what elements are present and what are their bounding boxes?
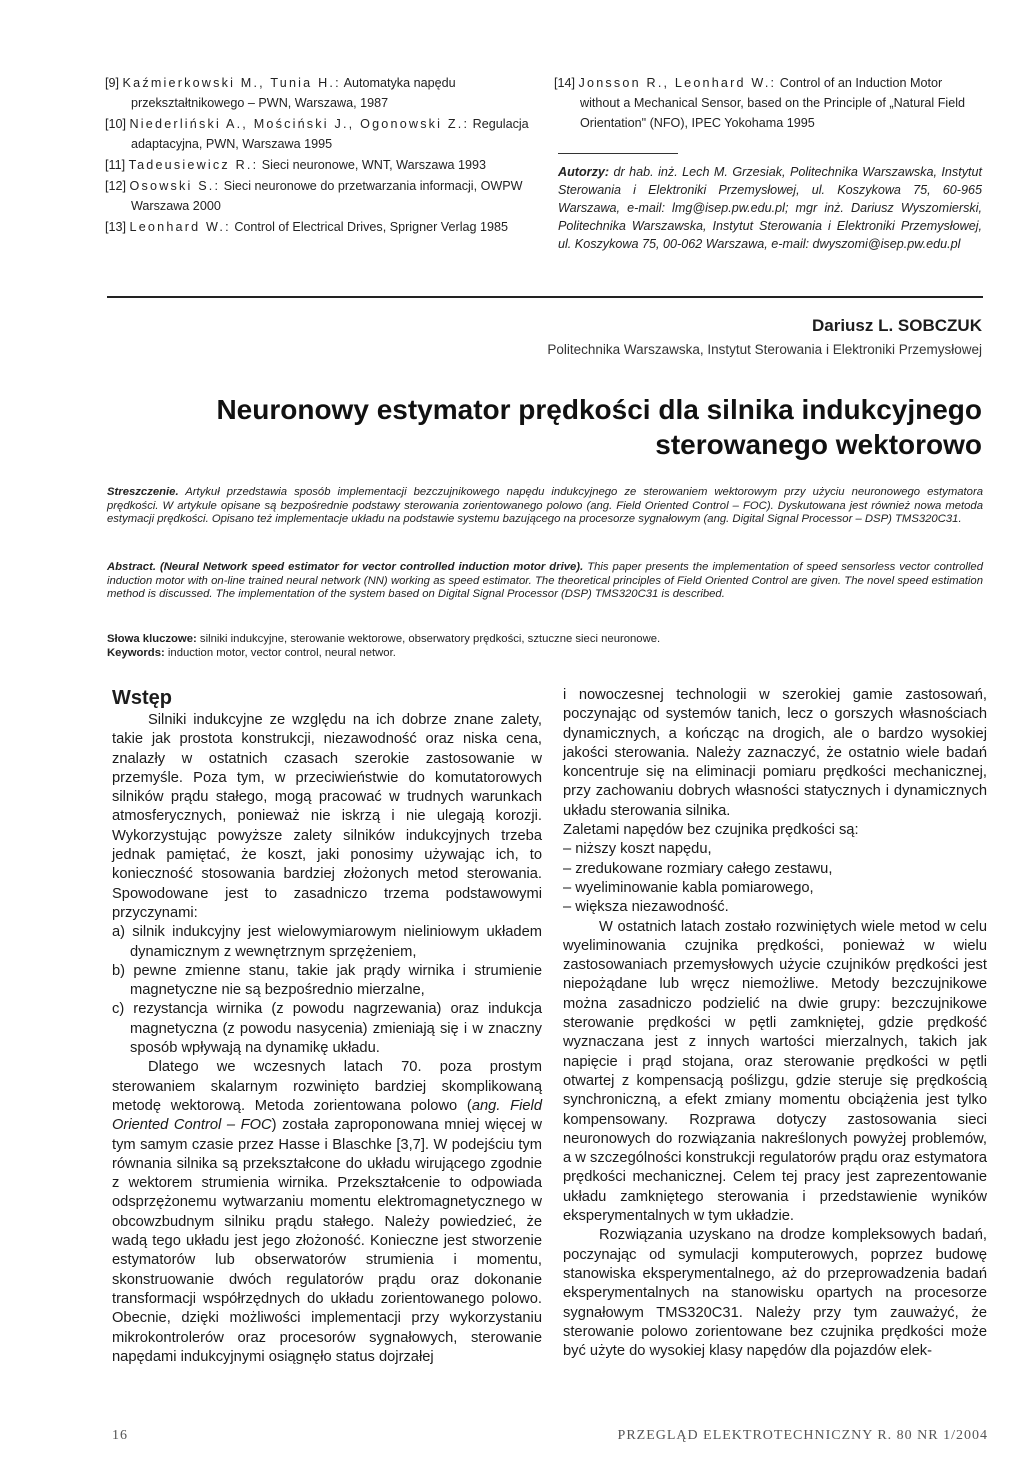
keywords-pl: Słowa kluczowe: silniki indukcyjne, sterowanie wektorowe, obserwatory prędkości, sztuczne sieci neuronowe.	[107, 633, 661, 645]
reference-item: [9] Kaźmierkowski M., Tunia H.: Automatyka napędu przekształtnikowego – PWN, Warszawa, 1987	[105, 76, 456, 110]
authors-note: Autorzy: dr hab. inż. Lech M. Grzesiak, Politechnika Warszawska, Instytut Sterowania i Elektroniki Przemysłowej, ul. Koszykowa 75, 60-965 Warszawa, e-mail: lmg@isep.pw.edu.pl; mgr inż. Dariusz Wyszomierski, Politechnika Warszawska, Instytut Sterowania i Elektroniki Przemysłowej, ul. Koszykowa 75, 00-062 Warszawa, e-mail: dwyszomi@isep.pw.edu.pl	[558, 165, 982, 251]
streszczenie: Streszczenie. Artykuł przedstawia sposób implementacji bezczujnikowego napędu indukcyjnego ze sterowaniem wektorowym przy użyciu neuronowego estymatora prędkości. W artykule opisane są bezpośrednie podstawy sterowania zorientowanego polowo (ang. Field Oriented Control – FOC). Dyskutowana jest również nowa metoda estymacji prędkości. Opisano też implementacje układu na podstawie systemu bazującego na procesorze sygnałowym (ang. Digital Signal Processor – DSP) TMS320C31.	[107, 486, 983, 525]
reference-item: [14] Jonsson R., Leonhard W.: Control of an Induction Motor without a Mechanical Sensor, based on the Principle of „Natural Field Orientation" (NFO), IPEC Yokohama 1995	[554, 76, 966, 130]
list-item: a) silnik indukcyjny jest wielowymiarowym nieliniowym układem dynamicznym z wewnętrznym sprzężeniem,	[112, 924, 542, 960]
paragraph: Silniki indukcyjne ze względu na ich dobrze znane zalety, takie jak prostota konstrukcji, niezawodność oraz niska cena, znalazły w ostatnich czasach szerokie zastosowanie w przemyśle. Poza tym, w przeciwieństwie do komutatorowych silników prądu stałego, mogą pracować w trudnych warunkach atmosferycznych, ponieważ nie iskrzą i nie ulegają korozji. Wykorzystując powyższe zalety silników indukcyjnych trzeba jednak pamiętać, że koszt, jaki ponosimy używając ich, to konieczność stosowania bardziej złożonych metod sterowania. Spowodowane jest to zasadniczo trzema podstawowymi przyczynami:	[112, 712, 542, 921]
abstract: Abstract. (Neural Network speed estimator for vector controlled induction motor drive). This paper presents the implementation of speed sensorless vector controlled induction motor with on-line trained neural network (NN) working as speed estimator. The theoretical principles of Field Oriented Control are given. The novel speed estimation method is discussed. The implementation of the system based on Digital Signal Processor (DSP) TMS320C31 is described.	[107, 561, 983, 600]
references-left	[105, 73, 542, 238]
authors-divider	[558, 153, 678, 154]
section-heading: Wstęp	[112, 687, 172, 709]
article-author: Dariusz L. SOBCZUK	[811, 316, 982, 335]
paragraph: Zaletami napędów bez czujnika prędkości są:	[563, 822, 859, 839]
reference-item: [11] Tadeusiewicz R.: Sieci neuronowe, WNT, Warszawa 1993	[105, 158, 486, 172]
paragraph: W ostatnich latach zostało rozwiniętych wiele metod w celu wyeliminowania czujnika prędkości, ponieważ w wielu zastosowaniach przemysłowych użycie czujników prędkości jest niepożądane lub wręcz niemożliwe. Metody bezczujnikowe można zasadniczo podzielić na dwie grupy: bezczujnikowe sterowanie prędkości w pętli zamkniętej, gdzie prędkość wyznaczana jest z innych wartości mierzalnych, takich jak napięcie i prąd stojana, oraz sterowanie prędkości w pętli otwartej z kompensacją poślizgu, gdzie steruje się prędkością synchroniczną, a efekt zmiany momentu obciążenia jest tylko kompensowany. Rozprawa dotyczy zastosowania sieci neuronowych do rozwiązania nakreślonych powyżej problemów, a w szczególności konstrukcji regulatorów prądu oraz estymatora prędkości mechanicznej. Celem tej pracy jest zaprezentowanie układu zamkniętego sterowania i przedstawienie wyników eksperymentalnych w tym układzie.	[563, 918, 987, 1225]
references-right	[554, 73, 982, 134]
reference-item: [10] Niederliński A., Mościński J., Ogonowski Z.: Regulacja adaptacyjna, PWN, Warszawa 1995	[105, 117, 529, 151]
list-item: – większa niezawodność.	[563, 899, 729, 916]
list-item: c) rezystancja wirnika (z powodu nagrzewania) oraz indukcja magnetyczna (z powodu nasycenia) zmieniają się i w znaczny sposób wpływają na dynamikę układu.	[112, 1001, 542, 1057]
list-item: – wyeliminowanie kabla pomiarowego,	[563, 879, 814, 896]
body-right-column	[563, 686, 987, 1361]
paragraph: Dlatego we wczesnych latach 70. poza prostym sterowaniem skalarnym rozwinięto bardziej skomplikowaną metodę wektorową. Metoda zorientowana polowo (ang. Field Oriented Control – FOC) została zaproponowana mniej więcej w tym samym czasie przez Hasse i Blaschke [3,7]. W podejściu tym równania silnika są przekształcone do układu wirującego zgodnie z wektorem strumienia wirnika. Przekształcenie to odpowiada odsprzężonemu wytwarzaniu momentu elektromagnetycznego w obcowzbudnym silniku prądu stałego. Należy powiedzieć, że wadą tego układu jest jego złożoność. Konieczne jest stworzenie estymatorów lub obserwatorów strumienia i momentu, skonstruowanie dwóch regulatorów prądu oraz dokonanie transformacji współrzędnych do układu zorientowanego polowo. Obecnie, dzięki możliwości implementacji przy wykorzystaniu mikrokontrolerów oraz procesorów sygnałowych, sterowanie napędami indukcyjnymi osiągnęło status dojrzałej	[112, 1059, 542, 1365]
journal-footer: PRZEGLĄD ELEKTROTECHNICZNY R. 80 NR 1/2004	[617, 1428, 988, 1443]
header-rule	[107, 296, 983, 298]
reference-item: [13] Leonhard W.: Control of Electrical Drives, Sprigner Verlag 1985	[105, 220, 509, 234]
keywords-en: Keywords: induction motor, vector control, neural networ.	[107, 646, 396, 659]
list-item: – niższy koszt napędu,	[563, 841, 712, 858]
reference-item: [12] Osowski S.: Sieci neuronowe do przetwarzania informacji, OWPW Warszawa 2000	[105, 179, 523, 213]
list-item: b) pewne zmienne stanu, takie jak prądy wirnika i strumienie magnetyczne nie są bezpośrednio mierzalne,	[112, 962, 542, 999]
keywords	[107, 633, 983, 660]
paragraph: Rozwiązania uzyskano na drodze kompleksowych badań, poczynając od symulacji komputerowych, poprzez budowę stanowiska eksperymentalnego, aż do przeprowadzenia badań eksperymentalnych na stanowisku opartych na procesorze sygnałowym TMS320C31. Należy przy tym zauważyć, że sterowanie polowo zorientowane bez czujnika prędkości może być użyte do wysokiej klasy napędów dla pojazdów elek-	[563, 1227, 987, 1360]
page-number: 16	[112, 1428, 128, 1443]
paragraph: i nowoczesnej technologii w szerokiej gamie zastosowań, poczynając od systemów tanich, lecz o gorszych własnościach dynamicznych, a kończąc na drogich, ale o bardzo wysokiej jakości sterowania. Należy zaznaczyć, że ostatnio wiele badań koncentruje się na eliminacji pomiaru prędkości mechanicznej, przy zachowaniu dobrych własności statycznych i dynamicznych układu sterowania silnika.	[563, 687, 987, 819]
list-item: – zredukowane rozmiary całego zestawu,	[563, 860, 833, 877]
article-title: Neuronowy estymator prędkości dla silnika indukcyjnego sterowanego wektorowo	[216, 394, 982, 460]
article-affiliation: Politechnika Warszawska, Instytut Sterowania i Elektroniki Przemysłowej	[547, 342, 982, 357]
body-left-column	[112, 711, 542, 1367]
